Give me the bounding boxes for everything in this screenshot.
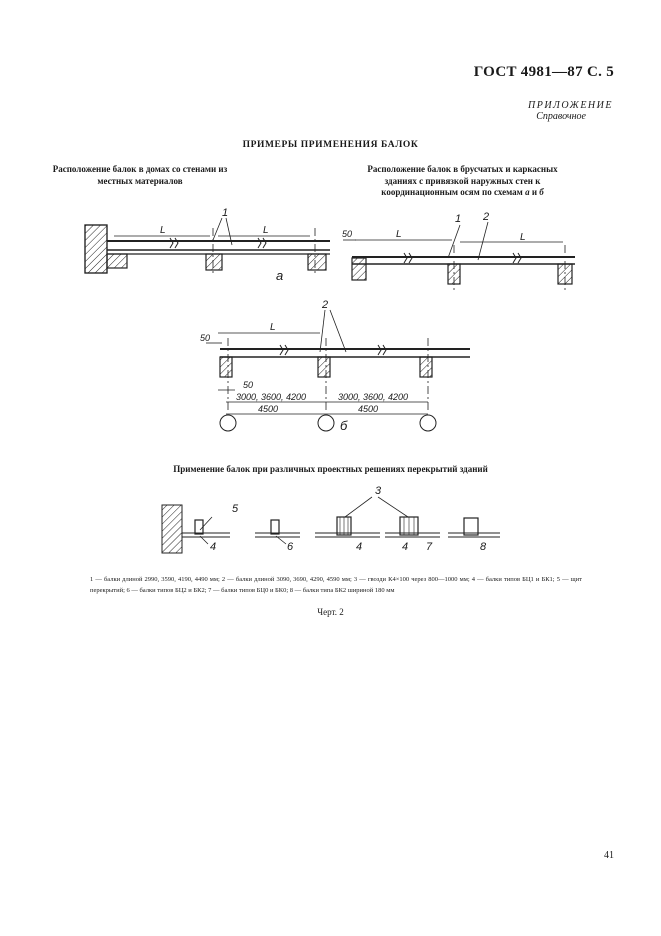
fig-b-total-2: 4500 [358,404,379,414]
caption-local-materials: Расположение балок в домах со стенами из местных материалов [52,164,228,186]
legend-text: 1 — балки длиной 2990, 3590, 4190, 4490 мм; 2 — балки длиной 3090, 3690, 4290, 4590 мм; 3 — гвозди К4×100 через 800—1000 мм; 4 — балки типов БЦ1 и БК1; 5 — щит перекрытий; 6 — балки типов БЦ2 и БК2; 7 — балки типов БЦ0 и БК0; 8 — балки типа БК2 шириной 180 мм [90,576,582,594]
fig-b-spans-1: 3000, 3600, 4200 [236,392,307,402]
fig-right-dim: 50 [342,229,353,239]
fig-a-L2: L [263,225,269,236]
caption-line-2: зданиях с привязкой наружных стен к [384,175,541,186]
drawing-number: Черт. 2 [317,607,344,617]
fig-b-spans-2: 3000, 3600, 4200 [338,392,409,402]
fig-b-callout-2: 2 [322,299,329,311]
detail-n6: 6 [287,541,294,553]
detail-n4-a: 4 [210,541,217,553]
wall-masonry [85,225,107,273]
caption-line-3-text: координационным осям по схемам [381,187,523,197]
fig-a-scheme: а [276,268,284,283]
fig-b-total-1: 4500 [258,404,279,414]
fig-b-L: L [270,322,276,333]
figure-b [206,310,470,431]
fig-a-callout-1: 1 [222,207,229,219]
page-number: 41 [604,850,614,861]
fig-right-L2: L [520,232,526,243]
fig-b-scheme: б [340,418,348,433]
appendix-subtitle: Справочное [536,111,586,122]
appendix-label: ПРИЛОЖЕНИЕ [528,100,613,111]
fig-right-L1: L [396,229,402,240]
detail-n5: 5 [232,503,239,515]
detail-n3: 3 [375,485,382,497]
fig-b-dim-bottom: 50 [243,380,254,390]
caption-scheme-a: а [525,187,530,197]
fig-right-callout-2: 2 [483,211,490,223]
section-title: ПРИМЕРЫ ПРИМЕНЕНИЯ БАЛОК [242,140,419,150]
caption-floor-solutions: Применение балок при различных проектных решениях перекрытий зданий [173,464,488,474]
fig-a-L1: L [160,225,166,236]
fig-right-callout-1: 1 [455,213,462,225]
caption-line-1: Расположение балок в брусчатых и каркасных [367,164,558,174]
detail-n7: 7 [426,541,433,553]
detail-n4-c: 4 [402,541,409,553]
detail-n8: 8 [480,541,487,553]
caption-and: и [531,187,537,197]
document-header: ГОСТ 4981—87 С. 5 [473,64,614,80]
detail-n4-b: 4 [356,541,363,553]
figure-a [85,218,330,275]
caption-scheme-b: б [539,187,544,197]
figure-frame [343,222,575,290]
fig-b-dim-top: 50 [200,333,211,343]
